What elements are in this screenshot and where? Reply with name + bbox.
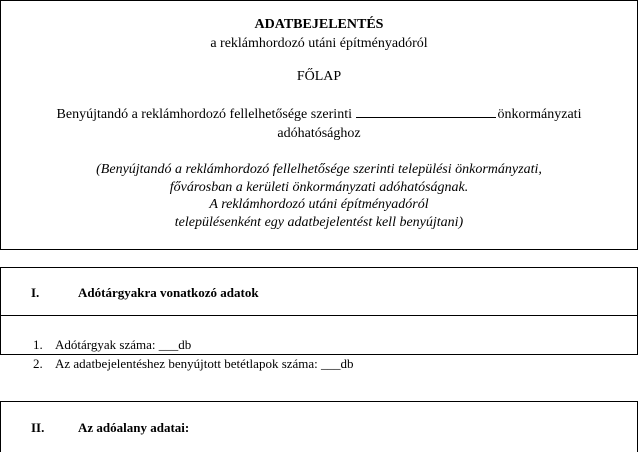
form-subtitle: a reklámhordozó utáni építményadóról [210, 36, 428, 51]
item-number: 2. [33, 356, 43, 371]
section-title: Adótárgyakra vonatkozó adatok [78, 285, 259, 300]
municipality-blank-field[interactable] [356, 105, 496, 118]
item-text: Adótárgyak száma: ___db [55, 337, 192, 352]
section-heading [31, 420, 189, 436]
list-item [33, 335, 354, 354]
section-taxpayer-data [0, 401, 638, 452]
item-number: 1. [33, 337, 43, 352]
section-heading [31, 285, 259, 303]
submission-note [31, 161, 607, 231]
section-divider [1, 315, 637, 316]
submission-authority [21, 105, 617, 143]
section-number: I. [31, 285, 40, 300]
section-number: II. [31, 420, 45, 435]
section-tax-objects [0, 267, 638, 371]
item-text: Az adatbejelentéshez benyújtott betétlapok száma: ___db [55, 356, 354, 371]
submission-text-line2: adóhatósághoz [277, 126, 361, 141]
note-line: településenként egy adatbejelentést kell benyújtani) [174, 214, 464, 230]
sheet-label: FŐLAP [296, 69, 342, 84]
section-title: Az adóalany adatai: [78, 420, 190, 435]
list-item [33, 354, 354, 373]
section-items [33, 335, 354, 373]
form-title: ADATBEJELENTÉS [254, 17, 384, 32]
note-line: fővárosban a kerületi önkormányzati adóhatóságnak. [169, 179, 469, 195]
submission-text-after: önkormányzati [497, 107, 582, 122]
submission-text-before: Benyújtandó a reklámhordozó fellelhetősége szerinti [56, 107, 352, 122]
note-line: (Benyújtandó a reklámhordozó fellelhetősége szerinti települési önkormányzati, [96, 162, 542, 177]
note-line: A reklámhordozó utáni építményadóról [209, 197, 429, 212]
